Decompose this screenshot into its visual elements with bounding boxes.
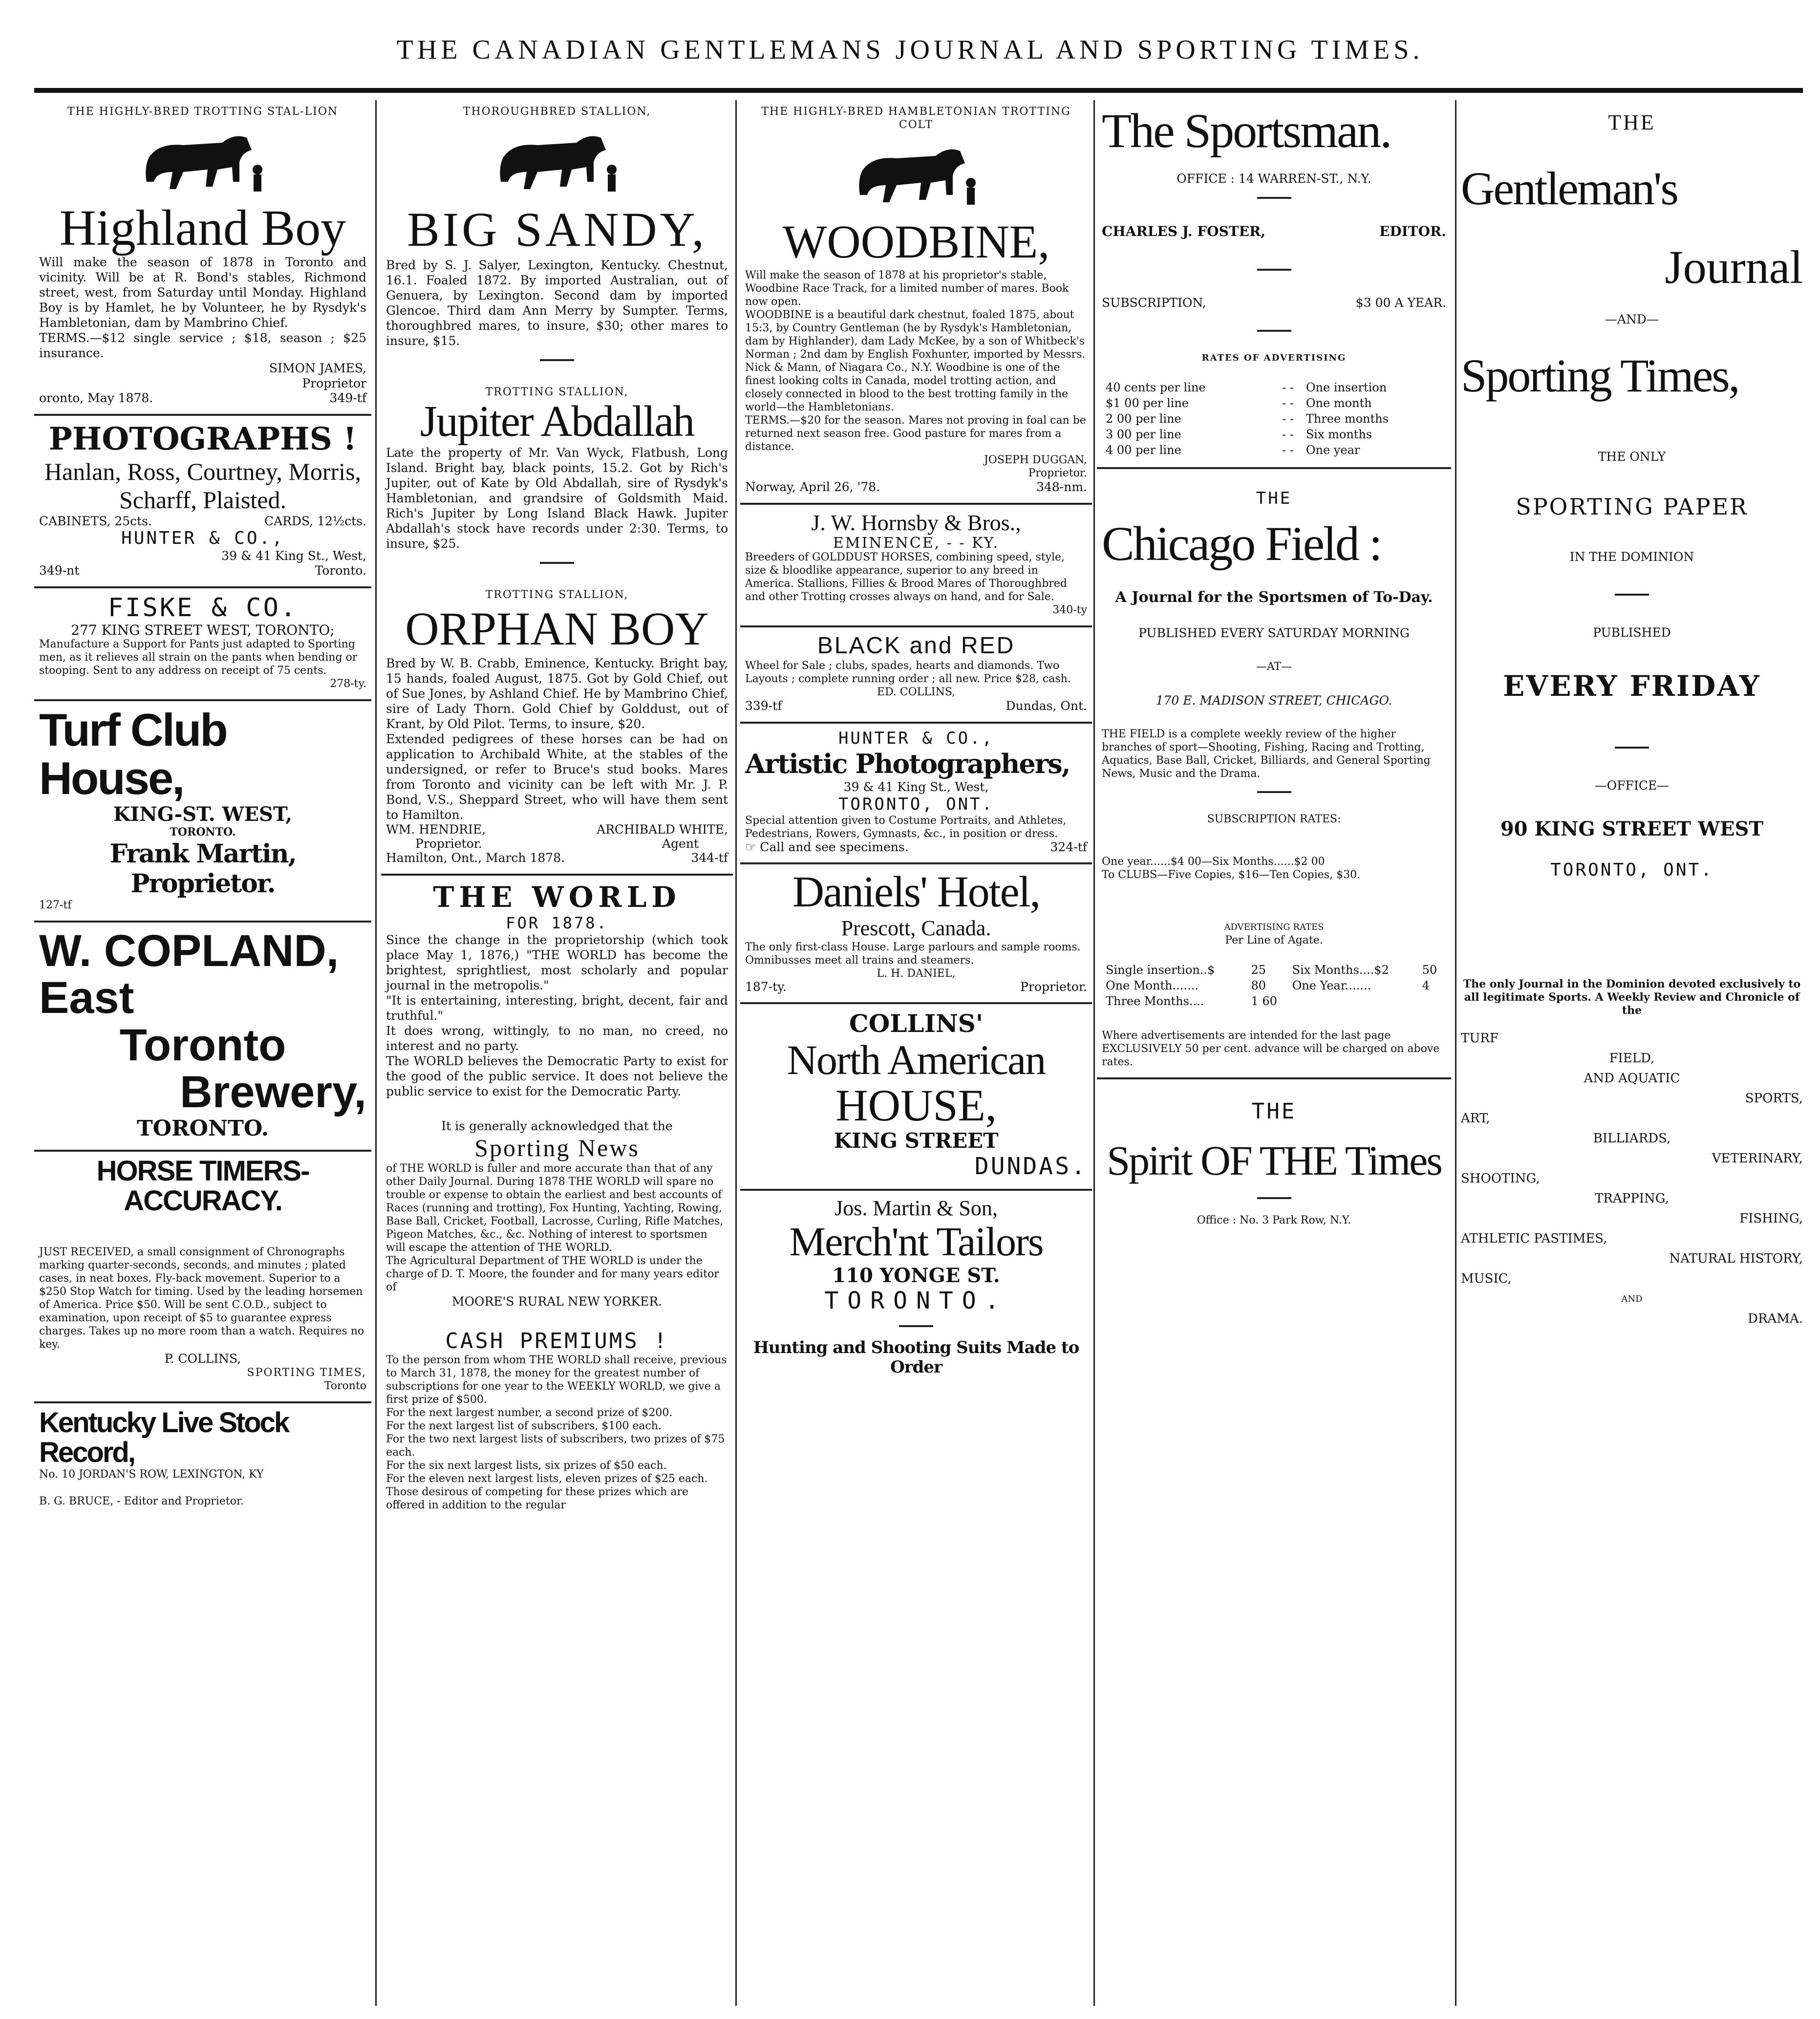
editor-name: CHARLES J. FOSTER, xyxy=(1102,223,1265,239)
moore-heading: MOORE'S RURAL NEW YORKER. xyxy=(451,1294,663,1309)
ad-address: 39 & 41 King St., West, xyxy=(843,780,989,794)
ad-body-2: Extended pedigrees of these horses can be had on application to Archibald White, at the stables of the undersigned, or refer to Bruce's stud books. Mares from Toronto and vicinity can be left with Mr. J. P. Bond, V.S., Sheppard Street, who will have them sent to Hamilton. xyxy=(386,731,728,822)
journal-topic: DRAMA. xyxy=(1748,1311,1803,1327)
journal-topic: TURF xyxy=(1461,1031,1499,1046)
advertising-cell: One Month....... xyxy=(1106,979,1199,992)
price-cabinets: CABINETS, 25cts. xyxy=(39,514,152,529)
ad-code: 348-nm. xyxy=(1036,480,1087,494)
journal-topic: TRAPPING, xyxy=(1595,1191,1669,1206)
ad-martin-tailors xyxy=(740,1191,1092,1385)
advertising-cell: Single insertion..$ xyxy=(1106,963,1215,977)
journal-topic: ATHLETIC PASTIMES, xyxy=(1461,1231,1607,1246)
ad-kentucky xyxy=(34,1403,371,1517)
advertising-cell xyxy=(1289,994,1418,1009)
subscription-price: $3 00 A YEAR. xyxy=(1355,296,1446,310)
ad-line-1: North American xyxy=(787,1036,1046,1083)
ad-city: Toronto. xyxy=(315,563,366,578)
masthead: THE CANADIAN GENTLEMANS JOURNAL AND SPORTING TIMES. xyxy=(396,35,1424,65)
journal-topic: AND AQUATIC xyxy=(1584,1071,1680,1086)
ad-body: Late the property of Mr. Van Wyck, Flatbush, Long Island. Bright bay, black points, 15.2. Got by Rich's Jupiter, out of Kate by Old Abdallah, sire of Rysdyk's Hambletonian, and grandsire of Goldsmith Maid. Rich's Jupiter by Long Island Black Hawk. Jupiter Abdallah's stock have records under 2:30. Terms, to insure, $25. xyxy=(386,445,728,551)
journal-street: 90 KING STREET WEST xyxy=(1500,817,1764,841)
ad-code: 344-tf xyxy=(691,850,728,865)
ad-tagline: A Journal for the Sportsmen of To-Day. xyxy=(1115,589,1433,606)
journal-name-3: Sporting Times, xyxy=(1461,349,1739,402)
paragraph: For the two next largest lists of subscribers, two prizes of $75 each. xyxy=(386,1433,725,1459)
ad-date: oronto, May 1878. xyxy=(39,391,153,406)
signature-role: Proprietor. xyxy=(1020,979,1087,994)
ad-name: COLLINS' xyxy=(849,1009,984,1038)
ad-terms: TERMS.—$12 single service ; $18, season ; $25 insurance. xyxy=(39,331,366,361)
ad-spirit-of-the-times xyxy=(1097,1079,1451,1236)
ad-call: ☞ Call and see specimens. xyxy=(745,840,909,854)
ad-hornsby xyxy=(740,505,1092,627)
journal-topic: VETERINARY, xyxy=(1712,1151,1803,1166)
advertising-cell: Three Months.... xyxy=(1106,994,1204,1008)
rate-period: One month xyxy=(1306,396,1372,410)
ad-address: 277 KING STREET WEST, TORONTO; xyxy=(71,622,335,639)
ad-body: The only first-class House. Large parlours and sample rooms. Omnibusses meet all trains and steamers. xyxy=(745,941,1081,967)
advertising-cell xyxy=(1419,994,1445,1009)
ad-the: THE xyxy=(1251,1099,1297,1124)
paragraph: For the next largest number, a second prize of $200. xyxy=(386,1406,673,1419)
rates-row xyxy=(1103,427,1445,442)
rate-dots: - - xyxy=(1282,412,1294,426)
ad-body: Special attention given to Costume Portraits, and Athletes, Pedestrians, Rowers, Gymnasts, &c., in position or dress. xyxy=(745,815,1067,840)
ad-office: Office : No. 3 Park Row, N.Y. xyxy=(1197,1214,1351,1227)
cash-premiums-heading: CASH PREMIUMS ! xyxy=(445,1328,669,1353)
ad-header: THE HIGHLY-BRED TROTTING STAL-LION xyxy=(67,106,339,118)
signature-role: Proprietor xyxy=(302,376,366,391)
advertising-row xyxy=(1103,994,1445,1009)
ad-title: BLACK and RED xyxy=(817,633,1015,659)
ad-code: 339-tf xyxy=(745,699,782,713)
ad-code: 278-ty. xyxy=(330,678,366,690)
divider xyxy=(1257,197,1291,199)
column-divider xyxy=(735,100,737,2006)
ad-body: Bred by S. J. Salyer, Lexington, Kentucky. Chestnut, 16.1. Foaled 1872. By imported Australian, out of Genuera, by Lexington. Second dam by imported Glencoe. Third dam Ann Merry by Sumpter. Terms, thoroughbred mares, to insure, $30; other mares to insure, $15. xyxy=(386,258,728,348)
signature: L. H. DANIEL, xyxy=(877,967,956,980)
ad-address: No. 10 JORDAN'S ROW, LEXINGTON, KY xyxy=(39,1468,264,1481)
rate-price: 3 00 per line xyxy=(1106,428,1181,441)
rate-price: 40 cents per line xyxy=(1106,381,1206,394)
masthead-rule xyxy=(34,88,1803,93)
journal-blurb: The only Journal in the Dominion devoted exclusively to all legitimate Sports. A Weekly Review and Chronicle of the xyxy=(1463,978,1801,1017)
journal-paper: SPORTING PAPER xyxy=(1516,494,1748,520)
journal-the: THE xyxy=(1608,110,1656,134)
ad-code: 340-ty xyxy=(1052,604,1087,616)
ad-address: 170 E. MADISON STREET, CHICAGO. xyxy=(1156,693,1392,708)
rate-dots: - - xyxy=(1282,381,1294,394)
journal-topic: ART, xyxy=(1461,1111,1490,1126)
advertising-cell: 1 60 xyxy=(1251,994,1277,1008)
rates-table xyxy=(1102,379,1446,458)
ad-daniels-hotel xyxy=(740,864,1092,1004)
ad-names: Hanlan, Ross, Courtney, Morris, Scharff, Plaisted. xyxy=(44,458,362,514)
ad-title: ORPHAN BOY xyxy=(405,602,709,655)
journal-published: PUBLISHED xyxy=(1593,625,1671,640)
divider xyxy=(1615,747,1649,749)
ad-editor: B. G. BRUCE, - Editor and Proprietor. xyxy=(39,1495,244,1507)
ad-line-1: W. COPLAND, xyxy=(39,925,339,976)
journal-topic: MUSIC, xyxy=(1461,1271,1512,1287)
paragraph: For the next largest list of subscribers, $100 each. xyxy=(386,1419,662,1432)
rate-price: $1 00 per line xyxy=(1106,396,1189,410)
firm-name: Jos. Martin & Son, xyxy=(835,1196,998,1221)
ad-published: PUBLISHED EVERY SATURDAY MORNING xyxy=(1138,626,1410,640)
advertising-cell: One Year....... xyxy=(1292,979,1371,992)
ad-terms: TERMS.—$20 for the season. Mares not proving in foal can be returned next season free. Good pasture for mares from a distance. xyxy=(745,414,1086,453)
subscription-label: SUBSCRIPTION, xyxy=(1102,296,1206,310)
paragraph: "It is entertaining, interesting, bright, decent, fair and truthful." xyxy=(386,993,728,1023)
ad-title: The Sportsman. xyxy=(1102,104,1391,158)
ad-code: 349-tf xyxy=(329,391,366,406)
paragraph: of THE WORLD is fuller and more accurate than that of any other Daily Journal. During 1878 THE WORLD will spare no trouble or expense to obtain the earliest and best accounts of Races (running and trotting), Fox Hunting, Yachting, Rowing, Base Ball, Cricket, Football, Lacrosse, Curling, Rifle Matches, Pigeon Matches, &c., &c. Nothing of interest to sportsmen will escape the attention of THE WORLD. xyxy=(386,1162,724,1254)
ad-highland-boy xyxy=(34,100,371,416)
ad-title: Daniels' Hotel, xyxy=(792,868,1040,916)
signature: SIMON JAMES, xyxy=(269,361,366,376)
ad-title: FISKE & CO. xyxy=(107,593,298,623)
advertising-cell: 4 xyxy=(1422,979,1430,992)
ad-city: Dundas, Ont. xyxy=(1006,699,1087,713)
signature: ED. COLLINS, xyxy=(877,686,956,698)
ad-title: Artistic Photographers, xyxy=(745,748,1070,779)
paragraph: It is generally acknowledged that the xyxy=(441,1118,673,1133)
divider xyxy=(540,359,574,361)
divider xyxy=(540,562,574,564)
ad-line-3: Toronto xyxy=(119,1020,286,1070)
ad-title: Highland Boy xyxy=(59,200,346,256)
ad-turf-club xyxy=(34,701,371,922)
journal-topics xyxy=(1461,1032,1803,1472)
ad-city: DUNDAS. xyxy=(974,1153,1087,1181)
paragraph: Since the change in the proprietorship (which took place May 1, 1876,) "THE WORLD has become the brightest, sprightliest, most scholarly and popular journal in the metropolis." xyxy=(386,932,728,992)
advertising-row xyxy=(1103,963,1445,977)
column-2 xyxy=(381,100,733,2006)
paragraph: The WORLD believes the Democratic Party to exist for the good of the public service. It does not believe the public service to exist for the Democratic Party. xyxy=(386,1053,728,1098)
advertising-title: ADVERTISING RATES xyxy=(1224,922,1324,932)
ad-header: TROTTING STALLION, xyxy=(485,386,629,398)
ad-proprietor: Frank Martin, Proprietor. xyxy=(109,838,296,899)
ad-tagline: Hunting and Shooting Suits Made to Order xyxy=(753,1337,1079,1377)
journal-and: —AND— xyxy=(1605,312,1659,326)
advertising-cell: Six Months....$2 xyxy=(1292,963,1389,977)
ad-note: Where advertisements are intended for the last page EXCLUSIVELY 50 per cent. advance will be charged on above rates. xyxy=(1102,1030,1440,1068)
horse-illustration-icon xyxy=(129,123,276,196)
signature: P. COLLINS, xyxy=(164,1351,241,1366)
rates-title: RATES OF ADVERTISING xyxy=(1201,353,1347,363)
signature-role: Proprietor. xyxy=(1028,467,1087,479)
ad-city: TORONTO. xyxy=(170,825,236,838)
ad-subtitle: FOR 1878. xyxy=(506,913,608,932)
ad-city: TORONTO, ONT. xyxy=(838,795,994,814)
divider xyxy=(1257,269,1291,271)
ad-the: THE xyxy=(1256,489,1292,508)
journal-office: —OFFICE— xyxy=(1594,778,1670,793)
journal-topic: FIELD, xyxy=(1609,1051,1655,1066)
rates-row xyxy=(1103,411,1445,426)
rates-row xyxy=(1103,443,1445,457)
signature: JOSEPH DUGGAN, xyxy=(984,454,1087,466)
column-4 xyxy=(1097,100,1451,2006)
ad-address: 39 & 41 King St., West, xyxy=(221,549,366,563)
signature-right: ARCHIBALD WHITE, xyxy=(597,822,728,837)
ad-title: Kentucky Live Stock Record, xyxy=(39,1406,289,1468)
ad-line-2: HOUSE, xyxy=(835,1080,997,1130)
signature-left: WM. HENDRIE, xyxy=(386,822,486,837)
rate-price: 4 00 per line xyxy=(1106,443,1181,457)
horse-illustration-icon xyxy=(484,123,630,196)
rate-period: One year xyxy=(1306,443,1360,457)
advertising-row xyxy=(1103,978,1445,993)
paragraph: To the person from whom THE WORLD shall receive, previous to March 31, 1878, the money for the greatest number of subscriptions for one year to the WEEKLY WORLD, we give a first prize of $500. xyxy=(386,1353,727,1406)
divider xyxy=(1257,791,1291,793)
subscription-line: To CLUBS—Five Copies, $16—Ten Copies, $30. xyxy=(1102,869,1361,881)
advertising-cell: 80 xyxy=(1251,979,1266,992)
ad-street: KING-ST. WEST, xyxy=(113,802,293,826)
divider xyxy=(899,1325,933,1327)
rate-dots: - - xyxy=(1282,428,1294,441)
ad-title: Spirit OF THE Times xyxy=(1107,1137,1441,1184)
rate-dots: - - xyxy=(1282,443,1294,457)
journal-friday: EVERY FRIDAY xyxy=(1503,669,1761,703)
ad-big-sandy xyxy=(381,100,733,381)
horse-illustration-icon xyxy=(843,136,989,210)
divider xyxy=(1615,594,1649,596)
role-right: Agent xyxy=(662,836,699,851)
journal-dominion: IN THE DOMINION xyxy=(1569,550,1694,564)
signature-role: SPORTING TIMES, xyxy=(247,1366,366,1379)
journal-topic: BILLIARDS, xyxy=(1593,1131,1671,1146)
rate-period: Three months xyxy=(1306,412,1389,426)
ad-fiske xyxy=(34,588,371,701)
ad-title: Chicago Field : xyxy=(1102,516,1381,571)
column-divider xyxy=(1455,100,1456,2006)
advertising-cell: 50 xyxy=(1422,963,1437,977)
firm-name: HUNTER & CO., xyxy=(838,729,994,748)
ad-title: THE WORLD xyxy=(433,880,681,914)
ad-horse-timers xyxy=(34,1152,371,1403)
journal-topic: SHOOTING, xyxy=(1461,1171,1540,1186)
subscription-title: SUBSCRIPTION RATES: xyxy=(1207,813,1341,825)
advertising-subtitle: Per Line of Agate. xyxy=(1225,934,1323,946)
ad-orphan-boy xyxy=(381,583,733,876)
ad-title: Merch'nt Tailors xyxy=(789,1219,1043,1265)
ad-address: 110 YONGE ST. xyxy=(832,1264,1000,1287)
sporting-news-heading: Sporting News xyxy=(474,1134,640,1161)
ad-city: TORONTO. xyxy=(137,1116,269,1141)
ad-copland xyxy=(34,923,371,1152)
rate-period: Six months xyxy=(1306,428,1372,441)
ad-office: OFFICE : 14 WARREN-ST., N.Y. xyxy=(1177,172,1371,186)
paragraph: Those desirous of competing for these prizes which are offered in addition to the regular xyxy=(386,1485,688,1511)
ad-code: 349-nt xyxy=(39,563,80,578)
rate-period: One insertion xyxy=(1306,381,1387,394)
journal-topic: FISHING, xyxy=(1739,1211,1803,1226)
ad-code: 324-tf xyxy=(1050,840,1087,854)
journal-city: TORONTO, ONT. xyxy=(1550,860,1713,881)
ad-code: 127-tf xyxy=(39,899,72,911)
ad-title: HORSE TIMERS-ACCURACY. xyxy=(96,1155,309,1217)
firm-name: HUNTER & CO., xyxy=(121,528,284,549)
ad-place: Prescott, Canada. xyxy=(841,916,991,940)
advertising-table xyxy=(1102,962,1446,1010)
journal-name-2: Journal xyxy=(1665,240,1803,293)
rate-price: 2 00 per line xyxy=(1106,412,1181,426)
ad-header: TROTTING STALLION, xyxy=(485,588,629,601)
subscription-line: One year......$4 00—Six Months......$2 00 xyxy=(1102,856,1325,868)
ad-body: Will make the season of 1878 in Toronto and vicinity. Will be at R. Bond's stables, Richmond street, west, from Saturday until Monday. Highland Boy is by Hamlet, he by Volunteer, he by Rysdyk's Hambletonian, dam by Mambrino Chief. xyxy=(39,255,366,330)
ad-line-4: Brewery, xyxy=(180,1067,366,1117)
ad-the-sportsman xyxy=(1097,100,1451,469)
editor-role: EDITOR. xyxy=(1379,223,1446,239)
ad-body: Breeders of GOLDDUST HORSES, combining speed, style, size & bloodlike appearance, superior to any breed in America. Stallions, Fillies & Brood Mares of Thoroughbred and other Trotting crosses always on hand, and for Sale. xyxy=(745,551,1067,603)
ad-body: THE FIELD is a complete weekly review of the higher branches of sport—Shooting, Fishing, Racing and Trotting, Aquatics, Base Ball, Cricket, Billiards, and General Sporting News, Music and the Drama. xyxy=(1102,728,1431,780)
ad-title: WOODBINE, xyxy=(782,215,1050,268)
paragraph: It does wrong, wittingly, to no man, no creed, no interest and no party. xyxy=(386,1023,728,1053)
ad-title: Jupiter Abdallah xyxy=(420,397,694,446)
ad-code: 187-ty. xyxy=(745,979,787,994)
price-cards: CARDS, 12½cts. xyxy=(264,514,366,529)
ad-black-and-red xyxy=(740,627,1092,724)
ad-body: Bred by W. B. Crabb, Eminence, Kentucky. Bright bay, 15 hands, foaled August, 1875. Got by Gold Chief, out of Sue Jones, by Ashland Chief. He by Mambrino Chief, sire of Lady Thorn. Gold Chief by Golddust, out of Krant, by Old Pilot. Terms, to insure, $20. xyxy=(386,656,728,731)
ad-title: PHOTOGRAPHS ! xyxy=(48,421,357,458)
ad-title: Turf Club House, xyxy=(39,704,227,804)
journal-topic: AND xyxy=(1621,1294,1643,1305)
ad-header: THE HIGHLY-BRED HAMBLETONIAN TROTTING COLT xyxy=(761,106,1071,131)
ad-at: —AT— xyxy=(1256,661,1292,673)
ad-woodbine xyxy=(740,100,1092,505)
ad-title: J. W. Hornsby & Bros., xyxy=(811,510,1021,535)
paragraph: The Agricultural Department of THE WORLD is under the charge of D. T. Moore, the founder and for many years editor of xyxy=(386,1254,719,1293)
ad-jupiter xyxy=(381,381,733,583)
ad-photographs xyxy=(34,416,371,588)
divider xyxy=(1257,330,1291,332)
ad-the-world xyxy=(381,876,733,1521)
divider xyxy=(1257,1197,1291,1199)
ad-body-2: WOODBINE is a beautiful dark chestnut, foaled 1875, about 15:3, by Country Gentleman (he by Rysdyk's Hambletonian, dam by Highlander), dam Lady McKee, by a son of Whitbeck's Norman ; 2nd dam by English Foxhunter, imported by Messrs. Nick & Mann, of Niagara Co., N.Y. Woodbine is one of the finest looking colts in Canada, model trotting action, and closely connected in blood to the best trotting family in the world—the Hambletonians. xyxy=(745,309,1086,413)
rates-row xyxy=(1103,396,1445,410)
ad-street: KING STREET xyxy=(834,1129,999,1153)
journal-topic: NATURAL HISTORY, xyxy=(1669,1251,1803,1267)
ad-title: BIG SANDY, xyxy=(407,202,707,257)
ad-body: Will make the season of 1878 at his proprietor's stable, Woodbine Race Track, for a limited number of mares. Book now open. xyxy=(745,269,1069,308)
paragraph: For the eleven next largest lists, eleven prizes of $25 each. xyxy=(386,1472,708,1485)
column-divider xyxy=(375,100,377,2006)
ad-line-2: East xyxy=(39,973,134,1023)
ad-body: JUST RECEIVED, a small consignment of Chronographs marking quarter-seconds, seconds, and minutes ; plated cases, in neat boxes. Fly-back movement. Superior to a $250 Stop Watch for timing. Used by the leading horsemen of America. Price $50. Will be sent C.O.D., subject to examination, upon receipt of $5 to guarantee express charges. Takes up no more room than a watch. Requires no key. xyxy=(39,1246,364,1351)
ad-place: EMINENCE, - - KY. xyxy=(833,535,1000,552)
column-divider xyxy=(1093,100,1095,2006)
ad-chicago-field xyxy=(1097,469,1451,1079)
paragraph: For the six next largest lists, six prizes of $50 each. xyxy=(386,1459,667,1472)
journal-topic: SPORTS, xyxy=(1745,1091,1803,1106)
rate-dots: - - xyxy=(1282,396,1294,410)
ad-city: Toronto xyxy=(324,1379,366,1392)
advertising-cell: 25 xyxy=(1251,963,1266,977)
rates-row xyxy=(1103,380,1445,395)
role-left: Proprietor. xyxy=(415,836,482,851)
column-3 xyxy=(740,100,1092,2006)
journal-name-1: Gentleman's xyxy=(1461,162,1677,215)
column-5 xyxy=(1461,100,1803,2006)
ad-date: Hamilton, Ont., March 1878. xyxy=(386,850,565,865)
ad-city: TORONTO. xyxy=(824,1287,1008,1314)
journal-only: THE ONLY xyxy=(1598,450,1666,464)
ad-header: THOROUGHBRED STALLION, xyxy=(463,106,651,118)
ad-date: Norway, April 26, '78. xyxy=(745,480,880,494)
ad-artistic-photographers xyxy=(740,724,1092,864)
ad-collins-house xyxy=(740,1004,1092,1191)
ad-body: Manufacture a Support for Pants just adapted to Sporting men, as it relieves all strain on the pants when bending or stooping. Sent to any address on receipt of 75 cents. xyxy=(39,638,358,677)
column-1 xyxy=(34,100,371,2006)
ad-body: Wheel for Sale ; clubs, spades, hearts and diamonds. Two Layouts ; complete running order ; all new. Price $28, cash. xyxy=(745,660,1071,685)
